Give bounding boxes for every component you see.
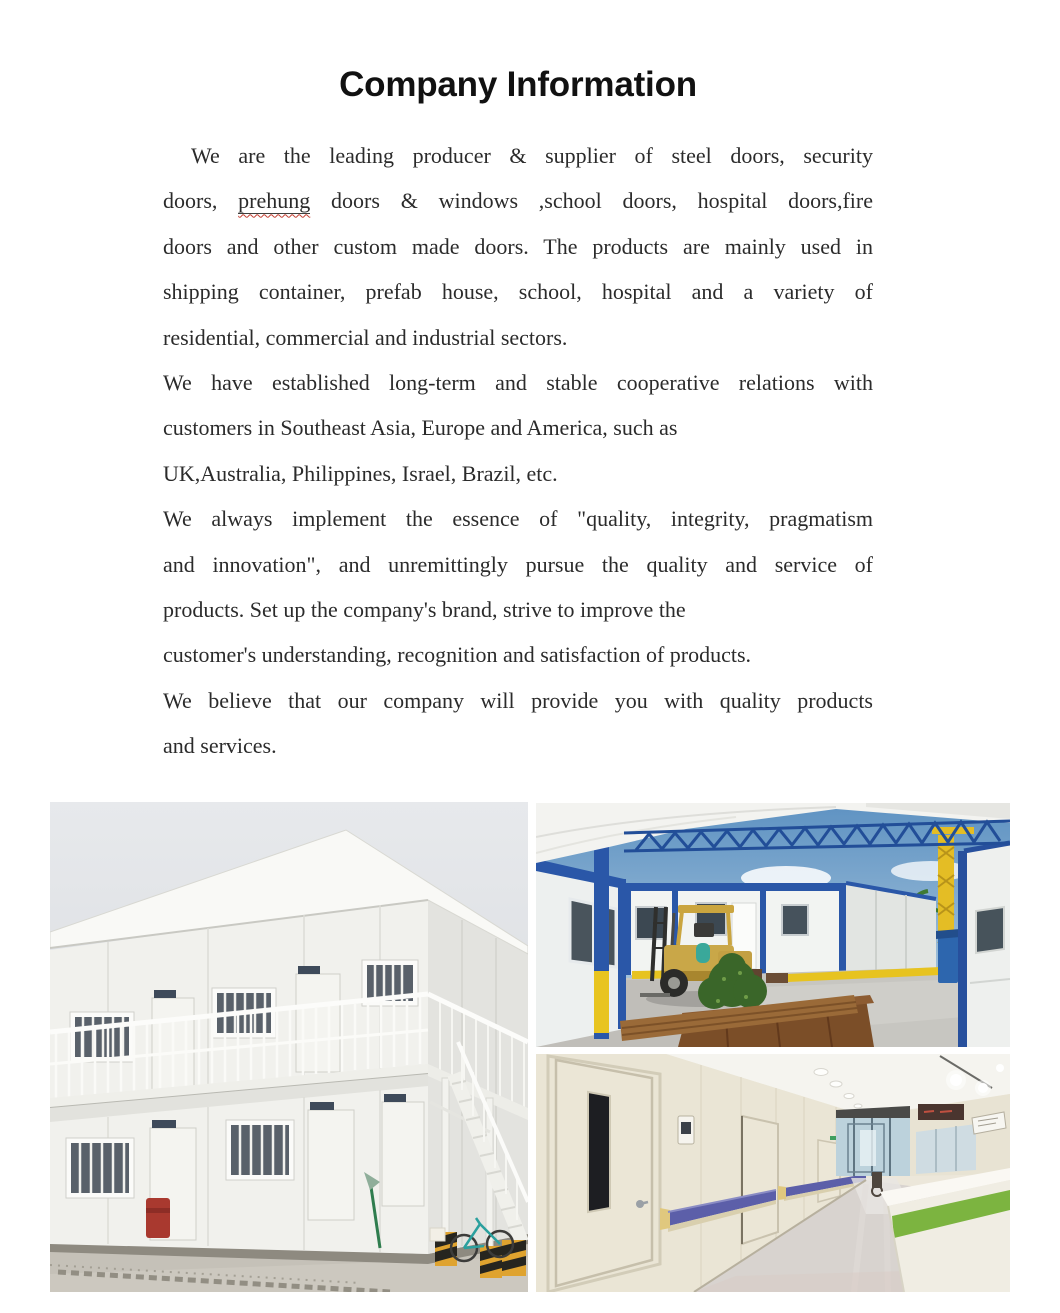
container-house-illustration (50, 802, 528, 1292)
page-title: Company Information (339, 65, 697, 105)
text-line: customer's understanding, recognition and satisfaction of products. (163, 642, 752, 668)
hospital-corridor-illustration (536, 1054, 1010, 1292)
photo-canopy-forklift (536, 803, 1010, 1047)
text-line: We believe that our company will provide you with quality products (163, 687, 873, 713)
text-line: We are the leading producer & supplier of steel doors, security (191, 143, 873, 168)
text-line: residential, commercial and industrial sectors. (163, 324, 568, 350)
photo-hospital-corridor (536, 1054, 1010, 1292)
text-line: UK,Australia, Philippines, Israel, Brazil, etc. (163, 460, 558, 486)
text-line: doors, prehung doors & windows ,school doors, hospital doors,fire (163, 188, 874, 214)
text-line: customers in Southeast Asia, Europe and America, such as (163, 415, 678, 441)
text-line: We always implement the essence of "quality, integrity, pragmatism (163, 506, 873, 532)
body-text (163, 133, 873, 768)
text-line: and services. (163, 733, 277, 759)
canopy-forklift-illustration (536, 803, 1010, 1047)
text-line: We have established long-term and stable cooperative relations with (163, 369, 873, 395)
photo-container-house (50, 802, 528, 1292)
misspelled-word: prehung (238, 188, 311, 214)
text-line: and innovation", and unremittingly pursue the quality and service of (163, 551, 873, 577)
text-line: shipping container, prefab house, school, hospital and a variety of (163, 279, 873, 305)
text-line: products. Set up the company's brand, strive to improve the (163, 596, 686, 622)
text-line: doors and other custom made doors. The products are mainly used in (163, 233, 873, 259)
